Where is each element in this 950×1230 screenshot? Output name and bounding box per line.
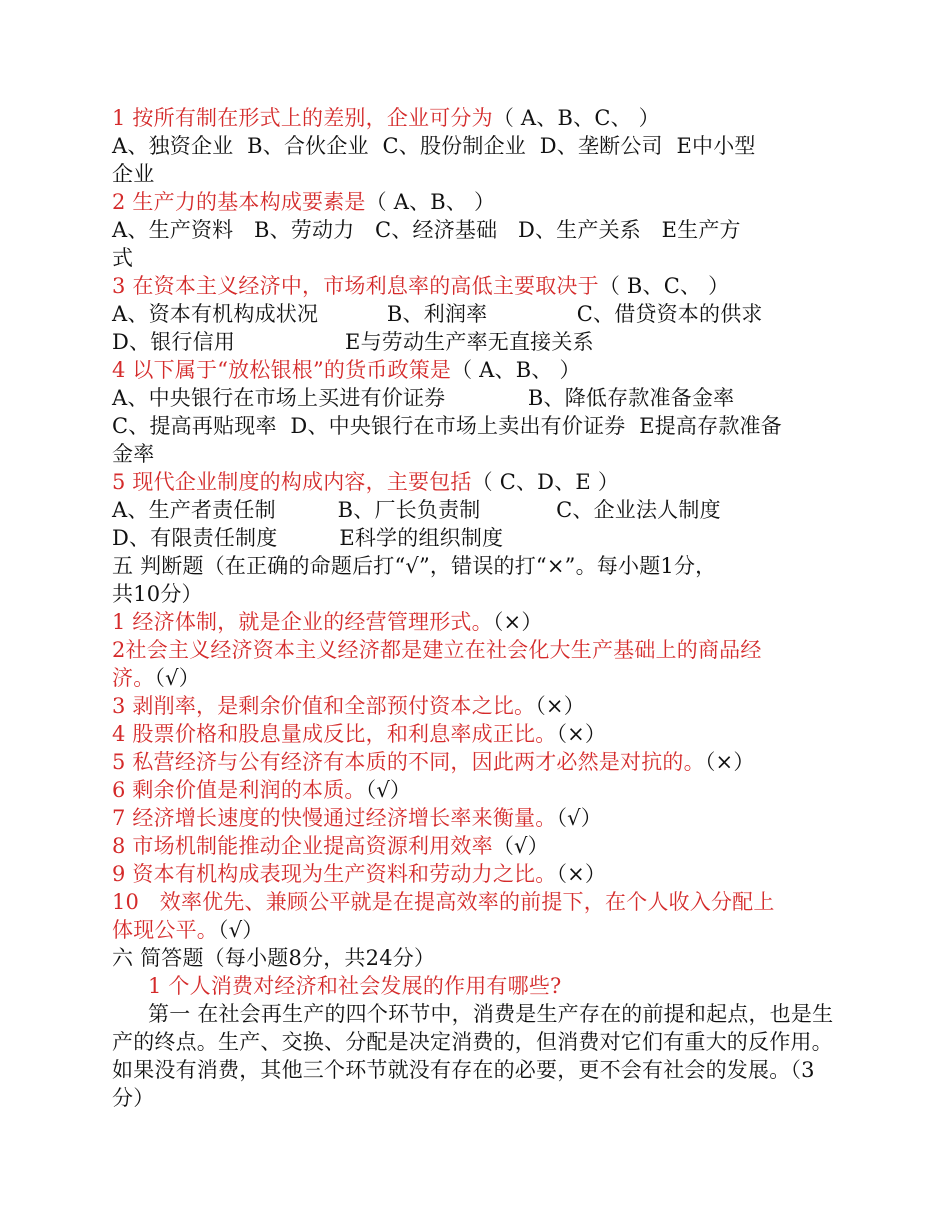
- mc-options: A、独资企业 B、合伙企业 C、股份制企业 D、垄断公司 E中小型: [112, 134, 756, 158]
- short-answer-paragraph: 第一 在社会再生产的四个环节中，消费是生产存在的前提和起点，也是生产的终点。生产、交换、分配是决定消费的，但消费对它们有重大的反作用。如果没有消费，其他三个环节就没有存在的必要，更不会有社会的发展。（3分）: [112, 1002, 834, 1110]
- question-text: 3 剥削率，是剩余价值和全部预付资本之比。: [112, 694, 536, 718]
- section-6-title: 六 简答题（每小题8分，共24分）: [112, 946, 436, 970]
- mc-question-5: [112, 468, 842, 496]
- answer-text: （×）: [556, 722, 607, 746]
- tf-item-3: [112, 692, 842, 720]
- mc-question-2: [112, 188, 842, 216]
- tf-item-4: [112, 720, 842, 748]
- mc-question-4: [112, 356, 842, 384]
- question-text: 7 经济增长速度的快慢通过经济增长率来衡量。: [112, 806, 557, 830]
- answer-text: （√）: [492, 834, 549, 858]
- tf-item-10-cont: [112, 916, 842, 944]
- document-page: [112, 104, 842, 1112]
- tf-item-7: [112, 804, 842, 832]
- question-text: 6 剩余价值是利润的本质。: [112, 778, 366, 802]
- mc-options: A、生产者责任制 B、厂长负责制 C、企业法人制度: [112, 498, 721, 522]
- answer-text: （ B、C、 ）: [598, 274, 730, 298]
- mc-question-1: [112, 104, 842, 132]
- mc-options: A、生产资料 B、劳动力 C、经济基础 D、生产关系 E生产方: [112, 218, 741, 242]
- mc-options: A、资本有机构成状况 B、利润率 C、借贷资本的供求: [112, 302, 763, 326]
- mc-options: 金率: [112, 442, 155, 466]
- answer-text: （√）: [154, 666, 200, 690]
- question-text: 4 股票价格和股息量成反比，和利息率成正比。: [112, 722, 557, 746]
- tf-item-2: 2社会主义经济资本主义经济都是建立在社会化大生产基础上的商品经: [112, 638, 762, 662]
- answer-text: （√）: [556, 806, 602, 830]
- answer-text: （ A、B、 ）: [451, 358, 581, 382]
- answer-text: （×）: [492, 610, 543, 634]
- answer-text: （ A、B、C、 ）: [492, 106, 660, 130]
- question-text: 1 按所有制在形式上的差别，企业可分为: [112, 106, 493, 130]
- mc-options: 企业: [112, 162, 155, 186]
- question-text: 5 私营经济与公有经济有本质的不同，因此两才必然是对抗的。: [112, 750, 705, 774]
- answer-text: （×）: [704, 750, 755, 774]
- tf-item-10: 10 效率优先、兼顾公平就是在提高效率的前提下，在个人收入分配上: [112, 890, 775, 914]
- question-text: 1 经济体制，就是企业的经营管理形式。: [112, 610, 493, 634]
- tf-item-1: [112, 608, 842, 636]
- question-text: 9 资本有机构成表现为生产资料和劳动力之比。: [112, 862, 557, 886]
- tf-item-2-cont: [112, 664, 842, 692]
- question-text: 8 市场机制能推动企业提高资源利用效率: [112, 834, 493, 858]
- short-answer-question-1: 1 个人消费对经济和社会发展的作用有哪些?: [148, 974, 562, 998]
- mc-question-3: [112, 272, 842, 300]
- answer-text: （ A、B、 ）: [365, 190, 496, 214]
- mc-options: 式: [112, 246, 134, 270]
- answer-text: （×）: [535, 694, 585, 718]
- tf-item-9: [112, 860, 842, 888]
- mc-options: D、有限责任制度 E科学的组织制度: [112, 526, 504, 550]
- answer-text: （√）: [218, 918, 264, 942]
- mc-options: D、银行信用 E与劳动生产率无直接关系: [112, 330, 594, 354]
- question-text: 5 现代企业制度的构成内容，主要包括: [112, 470, 472, 494]
- question-text: 体现公平。: [112, 918, 218, 942]
- section-5-title: 五 判断题（在正确的命题后打“√”，错误的打“×”。每小题1分，: [112, 554, 717, 578]
- tf-item-5: [112, 748, 842, 776]
- question-text: 2 生产力的基本构成要素是: [112, 190, 366, 214]
- question-text: 4 以下属于“放松银根”的货币政策是: [112, 358, 452, 382]
- question-text: 3 在资本主义经济中，市场利息率的高低主要取决于: [112, 274, 599, 298]
- mc-options: C、提高再贴现率 D、中央银行在市场上卖出有价证券 E提高存款准备: [112, 414, 782, 438]
- tf-item-8: [112, 832, 842, 860]
- answer-text: （×）: [556, 862, 607, 886]
- tf-item-6: [112, 776, 842, 804]
- mc-options: A、中央银行在市场上买进有价证券 B、降低存款准备金率: [112, 386, 735, 410]
- answer-text: （ C、D、E ）: [471, 470, 620, 494]
- answer-text: （√）: [365, 778, 412, 802]
- question-text: 济。: [112, 666, 155, 690]
- section-5-title-cont: 共10分）: [112, 582, 203, 606]
